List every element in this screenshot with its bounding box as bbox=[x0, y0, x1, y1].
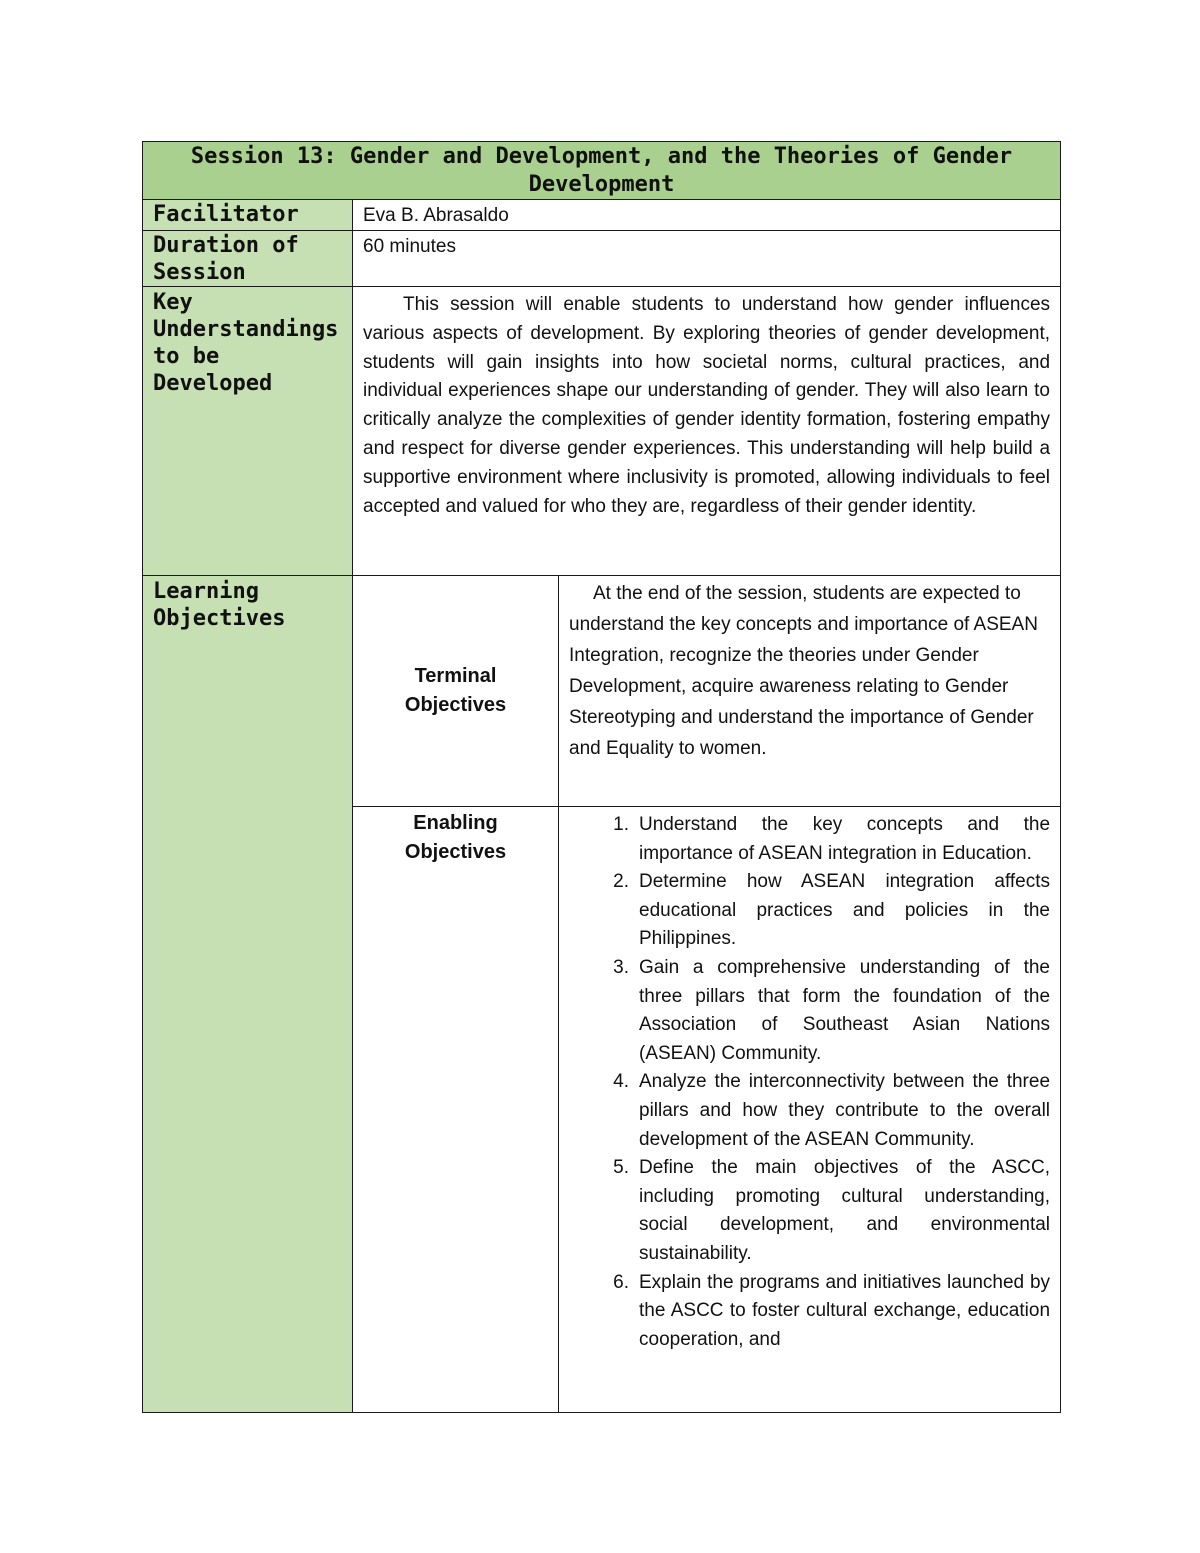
facilitator-row bbox=[143, 200, 1061, 231]
terminal-objectives-row bbox=[143, 576, 1061, 807]
duration-value-cell bbox=[353, 231, 1061, 287]
objective-number: 4. bbox=[613, 1071, 629, 1093]
objective-number: 6. bbox=[613, 1271, 629, 1293]
enabling-objective-5 bbox=[569, 1154, 1050, 1268]
facilitator-label: Facilitator bbox=[153, 202, 299, 227]
key-understandings-label-cell bbox=[143, 287, 353, 576]
facilitator-value: Eva B. Abrasaldo bbox=[363, 205, 509, 226]
objective-number: 3. bbox=[613, 956, 629, 978]
enabling-objective-1 bbox=[569, 811, 1050, 868]
enabling-objectives-list bbox=[559, 807, 1060, 1354]
objective-text: Explain the programs and initiatives launched by the ASCC to foster cultural exchange, education cooperation, and bbox=[639, 1271, 1051, 1350]
objective-number: 2. bbox=[613, 871, 629, 893]
objective-number: 5. bbox=[613, 1157, 629, 1179]
objective-text: Define the main objectives of the ASCC, including promoting cultural understanding, social development, and environmental sustainability. bbox=[639, 1157, 1051, 1264]
objective-text: Understand the key concepts and the importance of ASEAN integration in Education. bbox=[639, 814, 1051, 864]
terminal-objectives-label-wrap bbox=[353, 576, 558, 806]
duration-label: Duration of Session bbox=[153, 233, 299, 285]
enabling-objective-2 bbox=[569, 868, 1050, 954]
key-understandings-row bbox=[143, 287, 1061, 576]
duration-row bbox=[143, 231, 1061, 287]
facilitator-value-cell bbox=[353, 200, 1061, 231]
objective-number: 1. bbox=[613, 814, 629, 835]
key-understandings-text: This session will enable students to understand how gender influences various aspects of development. By exploring theories of gender development, students will gain insights into how societal norms, cultural practices, and individual experiences shape our understanding of gender. They will also learn to critically analyze the complexities of gender identity formation, fostering empathy and respect for diverse gender experiences. This understanding will help build a supportive environment where inclusivity is promoted, allowing individuals to feel accepted and valued for who they are, regardless of their gender identity. bbox=[363, 294, 1051, 517]
duration-value: 60 minutes bbox=[363, 236, 456, 257]
key-understandings-label: Key Understandings to be Developed bbox=[153, 290, 339, 396]
terminal-objectives-label: Terminal Objectives bbox=[404, 665, 507, 716]
objective-text: Determine how ASEAN integration affects educational practices and policies in the Philippines. bbox=[639, 871, 1051, 950]
session-plan-table bbox=[142, 141, 1061, 1413]
learning-objectives-label: Learning Objectives bbox=[153, 579, 286, 631]
enabling-objectives-label-cell bbox=[353, 807, 559, 1413]
terminal-objectives-text: At the end of the session, students are expected to understand the key concepts and importance of ASEAN Integration, recognize the theories under Gender Development, acquire awareness relating to Gender Stereotyping and understand the importance of Gender and Equality to women. bbox=[569, 583, 1038, 759]
terminal-objectives-label-cell bbox=[353, 576, 559, 807]
enabling-objective-6 bbox=[569, 1269, 1050, 1355]
objective-text: Analyze the interconnectivity between the three pillars and how they contribute to the overall development of the ASEAN Community. bbox=[639, 1071, 1051, 1150]
terminal-objectives-text-cell bbox=[559, 576, 1061, 807]
enabling-objectives-label: Enabling Objectives bbox=[404, 812, 507, 863]
duration-label-cell bbox=[143, 231, 353, 287]
enabling-objective-3 bbox=[569, 954, 1050, 1068]
title-row bbox=[143, 142, 1061, 200]
enabling-objectives-list-cell bbox=[559, 807, 1061, 1413]
facilitator-label-cell bbox=[143, 200, 353, 231]
enabling-objectives-label-wrap bbox=[353, 807, 558, 867]
learning-objectives-label-cell bbox=[143, 576, 353, 1413]
enabling-objective-4 bbox=[569, 1068, 1050, 1154]
session-title: Session 13: Gender and Development, and the Theories of Gender Development bbox=[143, 142, 1061, 200]
objective-text: Gain a comprehensive understanding of the three pillars that form the foundation of the Association of Southeast Asian Nations (ASEAN) Community. bbox=[639, 956, 1051, 1064]
key-understandings-text-cell bbox=[353, 287, 1061, 576]
